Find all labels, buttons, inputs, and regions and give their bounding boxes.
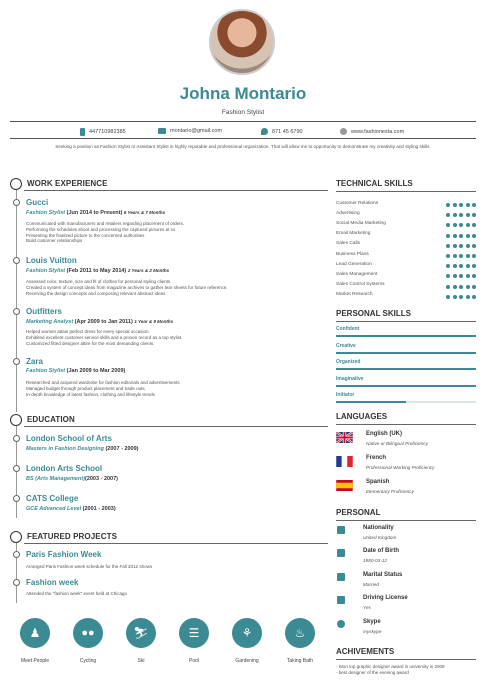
globe-icon: [340, 128, 347, 135]
contact-phone-1[interactable]: 447710982385: [80, 128, 126, 136]
language-name: French: [366, 455, 387, 461]
pool-icon: ☰: [188, 626, 200, 640]
timeline-dot: [13, 435, 20, 442]
skill-bar-fill: [336, 401, 406, 403]
section-divider: [336, 424, 476, 425]
personal-value: Married: [363, 582, 379, 587]
skill-bar-fill: [336, 335, 476, 337]
profile-photo: [209, 9, 275, 75]
section-title-work: WORK EXPERIENCE: [27, 179, 108, 188]
personal-skill-row: Confident: [336, 326, 476, 343]
briefcase-icon: [10, 178, 22, 190]
section-title-education: EDUCATION: [27, 415, 75, 424]
degree-line: BS (Arts Management)(2003 - 2007): [26, 476, 119, 482]
technical-skill-row: Sales Control Systems: [336, 280, 476, 290]
hobby-people: [20, 618, 50, 648]
school-name: London School of Arts: [26, 434, 112, 443]
technical-skill-row: Sales Management: [336, 269, 476, 279]
section-divider: [24, 426, 328, 427]
personal-skill-row: Creative: [336, 343, 476, 360]
skill-bar-fill: [336, 352, 476, 354]
timeline-dot: [13, 465, 20, 472]
personal-label: Skype: [363, 619, 381, 625]
skill-bar-track: [336, 335, 476, 337]
job-bullets: Assessed color, texture, size and fit of clothes for personal styling clients Created a system of concept ideas from magazine archives to gather tear sheets for future reference. Receiving the design concepts and composing relevant abstract ideas: [26, 279, 228, 296]
technical-skill-row: Email Marketing: [336, 229, 476, 239]
personal-value: myskype: [363, 629, 382, 634]
section-title-personal-skills: PERSONAL SKILLS: [336, 309, 411, 318]
hobby-gardening: [232, 618, 262, 648]
technical-skills-list: [336, 198, 476, 300]
work-timeline: [16, 190, 17, 412]
technical-skill-row: Advertising: [336, 208, 476, 218]
couple-icon: [337, 573, 345, 581]
rating-dot: [459, 295, 463, 299]
personal-label: Date of Birth: [363, 548, 399, 554]
job-bullets: Communicated with manufacturers and retailers regarding placement of orders. Performing the schedules shoot and processing the captured pictures at so Presenting the finalized picture to the concerned authorities Build customer relationships: [26, 221, 185, 244]
technical-skill-row: Social Media Marketing: [336, 218, 476, 228]
spain-flag-icon: [336, 480, 353, 491]
language-level: Professional Working Proficiency: [366, 465, 435, 470]
job-company: Outfitters: [26, 307, 62, 316]
job-bullets: Researched and acquired wardrobe for fashion editorials and advertisements Managed budget through product placement and trade outs. In-depth knowledge of latest fashion, clothing and lifestyle trends: [26, 380, 180, 397]
section-divider: [336, 520, 476, 521]
personal-label: Marital Status: [363, 572, 403, 578]
header-divider: [10, 121, 476, 122]
hobby-label: Taking Bath: [286, 658, 314, 664]
hobby-label: Pool: [188, 658, 199, 664]
uk-flag-icon: [336, 432, 353, 443]
hobby-cycling: [73, 618, 103, 648]
projects-icon: [10, 531, 22, 543]
cake-icon: [337, 549, 345, 557]
degree-line: Masters in Fashion Designing (2007 - 2009): [26, 446, 139, 452]
section-title-languages: LANGUAGES: [336, 412, 388, 421]
hobby-label: Cycling: [79, 658, 97, 664]
contact-phone-2[interactable]: 871 45 6790: [261, 128, 303, 135]
timeline-dot: [13, 495, 20, 502]
rating-dot: [466, 295, 470, 299]
job-company: Gucci: [26, 198, 49, 207]
section-title-achievements: ACHIVEMENTS: [336, 647, 395, 656]
hobby-ski: [126, 618, 156, 648]
contact-divider: [10, 138, 476, 139]
technical-skill-row: Sales Calls: [336, 239, 476, 249]
project-name: Paris Fashion Week: [26, 550, 102, 559]
job-role-line: Fashion Stylist (Feb 2011 to May 2014) 2 Years & 2 Months: [26, 268, 170, 274]
bath-icon: ♨: [294, 626, 306, 640]
ski-icon: ⛷: [133, 626, 149, 640]
section-divider: [24, 543, 328, 544]
contact-email[interactable]: montario@gmail.com: [158, 128, 222, 134]
flag-icon: [337, 526, 345, 534]
job-company: Zara: [26, 357, 43, 366]
personal-value: United Kingdom: [363, 535, 397, 540]
language-name: English (UK): [366, 431, 402, 437]
language-level: Native or Bilingual Proficiency: [366, 441, 429, 446]
job-company: Louis Vuitton: [26, 256, 77, 265]
skill-bar-track: [336, 368, 476, 370]
rating-dot: [446, 295, 450, 299]
candidate-name: Johna Montario: [179, 84, 307, 103]
section-title-projects: FEATURED PROJECTS: [27, 532, 118, 541]
personal-skill-row: Organized: [336, 359, 476, 376]
language-name: Spanish: [366, 479, 390, 485]
project-name: Fashion week: [26, 578, 79, 587]
language-level: Elementary Proficiency: [366, 489, 414, 494]
phone-icon: [80, 128, 85, 136]
contact-website[interactable]: www.fashionesta.com: [340, 128, 404, 135]
timeline-dot: [13, 257, 20, 264]
personal-label: Nationality: [363, 525, 394, 531]
graduation-cap-icon: [10, 414, 22, 426]
bicycle-icon: ●●: [81, 627, 95, 639]
skype-icon: [337, 620, 345, 628]
technical-skill-row: Customer Relations: [336, 198, 476, 208]
timeline-dot: [13, 358, 20, 365]
personal-value: Yes: [363, 605, 371, 610]
rating-dot: [472, 295, 476, 299]
rating-dot: [453, 295, 457, 299]
people-icon: ♟: [29, 626, 41, 640]
technical-skill-row: Business Plans: [336, 249, 476, 259]
skill-bar-track: [336, 352, 476, 354]
france-flag-icon: [336, 456, 353, 467]
skill-bar-fill: [336, 368, 476, 370]
hobby-bath: [285, 618, 315, 648]
personal-value: 1980-03-12: [363, 558, 387, 563]
email-icon: [158, 128, 166, 134]
skill-rating: [444, 286, 477, 304]
job-role-line: Marketing Analyst (Apr 2009 to Jan 2011) 1 Year & 9 Months: [26, 319, 174, 325]
section-title-personal: PERSONAL: [336, 508, 381, 517]
section-divider: [336, 321, 476, 322]
section-title-technical: TECHNICAL SKILLS: [336, 179, 413, 188]
timeline-dot: [13, 199, 20, 206]
job-role-line: Fashion Stylist (Jun 2014 to Present) 6 Years & 7 Months: [26, 210, 166, 216]
skill-bar-track: [336, 385, 476, 387]
hobby-label: Meet People: [20, 658, 50, 664]
car-icon: [337, 596, 345, 604]
personal-skill-row: Initiator: [336, 392, 476, 409]
technical-skill-row: Market Research: [336, 290, 476, 300]
achievements-list: - Won top graphic designer award in university in 2009 - best designer of the evening award: [336, 664, 445, 675]
hobby-label: Gardening: [235, 658, 259, 664]
school-name: London Arts School: [26, 464, 103, 473]
section-divider: [336, 191, 476, 192]
degree-line: GCE Advanced Level (2001 - 2003): [26, 506, 116, 512]
project-desc: Arranged Paris Fashion week schedule for the Fall 2012 shows: [26, 564, 153, 569]
personal-skill-row: Imaginative: [336, 376, 476, 393]
personal-skills-list: [336, 326, 476, 409]
job-bullets: Helped women attain perfect dress for every special occasion. Exhibited excellent customer service skills and a proven record as a top stylist. Customized fitted designer attire for the most demanding clients.: [26, 329, 183, 346]
section-divider: [24, 190, 328, 191]
hobby-pool: [179, 618, 209, 648]
job-role-line: Fashion Stylist (Jan 2009 to Mar 2009): [26, 368, 126, 374]
phone-icon: [261, 128, 268, 135]
timeline-dot: [13, 551, 20, 558]
section-divider: [336, 659, 476, 660]
timeline-dot: [13, 579, 20, 586]
skill-bar-fill: [336, 385, 476, 387]
timeline-dot: [13, 308, 20, 315]
project-desc: Attended the "fashion week" event held at Chicago: [26, 591, 128, 596]
gardening-icon: ⚘: [241, 626, 253, 640]
candidate-role: Fashion Stylist: [221, 109, 265, 116]
technical-skill-row: Lead Generation: [336, 259, 476, 269]
skill-bar-track: [336, 401, 476, 403]
school-name: CATS College: [26, 494, 79, 503]
personal-label: Driving License: [363, 595, 408, 601]
hobby-label: Ski: [137, 658, 145, 664]
summary-text: Seeking a position as Fashion Stylist or Assistant Stylist in highly reputable and professional organization. That will allow me to opportunity to demonstrate my creativity and styling skills.: [55, 144, 431, 149]
